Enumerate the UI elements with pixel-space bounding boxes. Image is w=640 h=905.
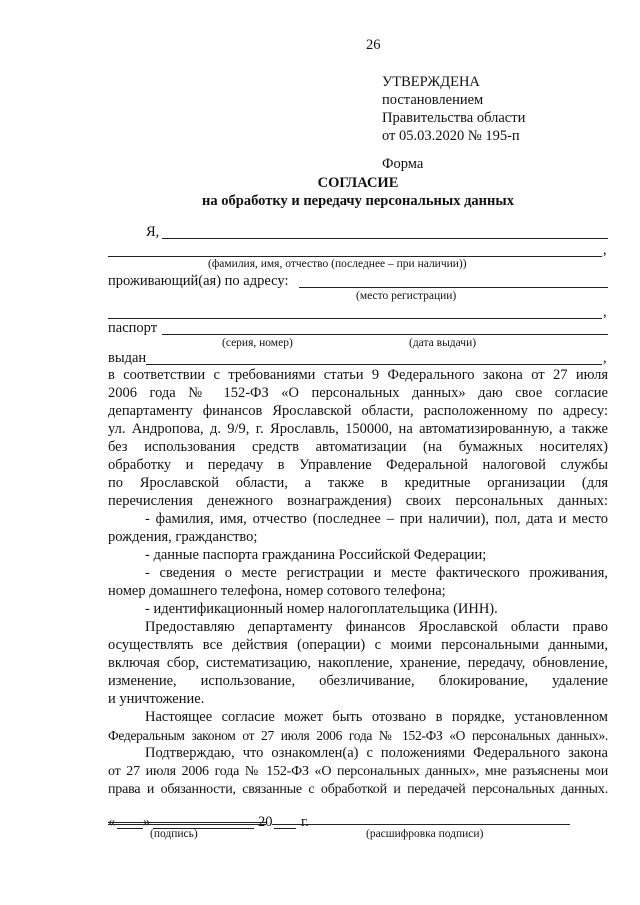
year-suffix: г.	[301, 814, 309, 830]
bullet-3-line-1: - сведения о месте регистрации и месте фактического проживания,	[145, 565, 608, 581]
p4-line-1: Подтверждаю, что ознакомлен(а) с положениями Федерального закона	[145, 745, 608, 761]
approval-block	[382, 73, 525, 173]
p3-line-2: Федеральным законом от 27 июля 2006 года № 152-ФЗ «О персональных данных».	[108, 728, 608, 743]
p2-line-1: Предоставляю департаменту финансов Ярославской области право	[145, 619, 608, 635]
date-open-quote: «	[108, 814, 116, 830]
address-caption: (место регистрации)	[356, 290, 457, 302]
document-subtitle: на обработку и передачу персональных данных	[202, 193, 514, 209]
year-prefix: 20	[258, 814, 273, 830]
issued-field-line[interactable]	[146, 364, 602, 365]
p2-line-3: включая сбор, систематизацию, накопление, хранение, передачу, обновление,	[108, 655, 608, 671]
p2-line-5: и уничтожение.	[108, 691, 205, 707]
bullet-1-line-1: - фамилия, имя, отчество (последнее – при наличии), пол, дата и место	[145, 511, 608, 527]
form-label: Форма	[382, 156, 424, 172]
page-number: 26	[366, 37, 381, 53]
signature-field[interactable]	[108, 824, 266, 825]
passport-field-line[interactable]	[162, 334, 608, 335]
address-field-line-1[interactable]	[299, 287, 608, 288]
p1-line-8: перечисления денежного вознаграждения) своих персональных данных:	[108, 493, 608, 509]
address-field-line-2[interactable]	[108, 318, 602, 319]
approval-line-2: постановлением	[382, 92, 484, 108]
date-close-quote: »	[143, 814, 151, 830]
p1-line-5: без использования средств автоматизации (на бумажных носителях)	[108, 439, 608, 455]
fio-caption: (фамилия, имя, отчество (последнее – при наличии))	[208, 258, 467, 270]
issued-comma: ,	[603, 350, 607, 366]
issued-label: выдан	[108, 350, 147, 366]
p1-line-7: по Ярославской области, а также в кредитные организации (для	[108, 475, 608, 491]
p1-line-4: ул. Андропова, д. 9/9, г. Ярославль, 150000, на автоматизированную, а также	[108, 421, 608, 437]
bullet-3-line-2: номер домашнего телефона, номер сотового телефона;	[108, 583, 446, 599]
bullet-1-line-2: рождения, гражданство;	[108, 529, 258, 545]
p2-line-2: осуществлять все действия (операции) с моими персональными данными,	[108, 637, 608, 653]
fio-field-line-1[interactable]	[162, 238, 608, 239]
bullet-2: - данные паспорта гражданина Российской Федерации;	[145, 547, 487, 563]
document-title: СОГЛАСИЕ	[317, 175, 399, 191]
address-label: проживающий(ая) по адресу:	[108, 273, 289, 289]
p2-line-4: изменение, использование, обезличивание, блокирование, удаление	[108, 673, 608, 689]
fio-comma: ,	[603, 242, 607, 258]
ya-label: Я,	[146, 224, 160, 240]
address-comma: ,	[603, 304, 607, 320]
approval-line-1: УТВЕРЖДЕНА	[382, 74, 480, 90]
p3-line-1: Настоящее согласие может быть отозвано в порядке, установленном	[145, 709, 608, 725]
p1-line-3: департаменту финансов Ярославской области, расположенному по адресу:	[108, 403, 608, 419]
issue-date-caption: (дата выдачи)	[409, 337, 477, 349]
day-field[interactable]	[117, 828, 143, 829]
signature-decode-field[interactable]	[272, 824, 570, 825]
year-field[interactable]	[274, 828, 296, 829]
approval-line-4: от 05.03.2020 № 195-п	[382, 128, 520, 144]
signature-line-placeholder	[108, 822, 266, 823]
bullet-4: - идентификационный номер налогоплательщика (ИНН).	[145, 601, 498, 617]
passport-label: паспорт	[108, 320, 158, 336]
p1-line-2: 2006 года № 152-ФЗ «О персональных данных» даю свое согласие	[108, 385, 608, 401]
decode-caption: (расшифровка подписи)	[366, 828, 484, 840]
fio-field-line-2[interactable]	[108, 256, 602, 257]
p4-line-3: права и обязанности, связанные с обработкой и передачей персональных данных.	[108, 782, 608, 797]
p4-line-2: от 27 июля 2006 года № 152-ФЗ «О персональных данных», мне разъяснены мои	[108, 764, 608, 779]
p1-line-1: в соответствии с требованиями статьи 9 Федерального закона от 27 июля	[108, 367, 608, 383]
series-caption: (серия, номер)	[222, 337, 293, 349]
p1-line-6: обработку и передачу в Управление Федеральной налоговой службы	[108, 457, 608, 473]
signature-caption: (подпись)	[150, 828, 198, 840]
approval-line-3: Правительства области	[382, 110, 526, 126]
